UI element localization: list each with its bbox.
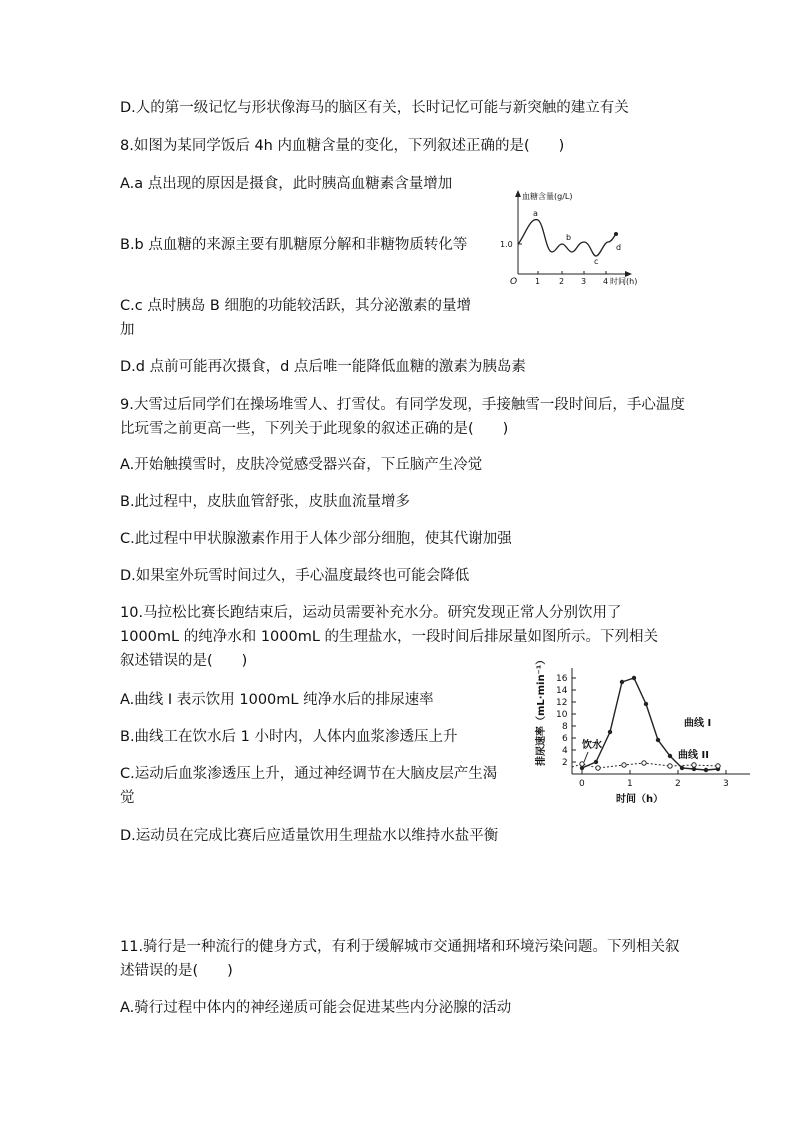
q7-option-d: D.人的第一级记忆与形状像海马的脑区有关，长时记忆可能与新突触的建立有关 [120, 100, 629, 116]
q10-y-ticks [556, 674, 576, 768]
q9-option-d: D.如果室外玩雪时间过久，手心温度最终也可能会降低 [120, 568, 470, 584]
q10-y-label: 排尿速率（mL·min⁻¹） [536, 654, 547, 766]
q10-x-tick-label: 3 [723, 779, 729, 789]
q10-y-tick-label: 10 [556, 710, 568, 720]
q8-x-tick-label: 1 [535, 277, 541, 286]
q8-x-tick-label: 3 [581, 277, 587, 286]
q8-x-label: 时间(h) [610, 277, 638, 286]
q10-drink-arrow [584, 752, 588, 762]
q11-stem: 11.骑行是一种流行的健身方式，有利于缓解城市交通拥堵和环境污染问题。下列相关叙述错误的是( ) [120, 939, 680, 979]
q10-drink-label: 饮水 [582, 740, 602, 751]
q10-y-tick-label: 4 [562, 746, 568, 756]
q10-y-tick-label: 12 [556, 698, 568, 708]
q8-stem: 8.如图为某同学饭后 4h 内血糖含量的变化，下列叙述正确的是( ) [120, 138, 565, 154]
q8-option-d: D.d 点前可能再次摄食，d 点后唯一能降低血糖的激素为胰岛素 [120, 359, 526, 375]
q8-blood-glucose-figure [496, 180, 638, 288]
q10-x-label: 时间（h） [616, 794, 664, 805]
q8-x-tick-label: 4 [603, 277, 609, 286]
q10-x-tick-label: 0 [579, 779, 585, 789]
q10-stem: 10.马拉松比赛长跑结束后，运动员需要补充水分。研究发现正常人分别饮用了 1000mL 的纯净水和 1000mL 的生理盐水，一段时间后排尿量如图所示。下列相关叙述错误的是( ) [120, 605, 659, 669]
q8-option-b: B.b 点血糖的来源主要有肌糖原分解和非糖物质转化等 [120, 237, 468, 253]
q10-y-tick-label: 14 [556, 686, 568, 696]
q10-y-tick-label: 16 [556, 674, 568, 684]
q11-option-a: A.骑行过程中体内的神经递质可能会促进某些内分泌腺的活动 [120, 1000, 512, 1016]
q8-y-axis-arrow [515, 190, 521, 197]
q10-x-tick-label: 2 [675, 779, 681, 789]
q8-y-tick: 1.0 [500, 240, 513, 249]
q10-urine-rate-figure [528, 654, 760, 808]
q10-curve-2-label: 曲线 II [678, 750, 709, 761]
q8-point-d: d [616, 243, 622, 252]
q8-point-a: a [533, 209, 538, 218]
q8-point-b: b [566, 233, 572, 242]
q9-option-b: B.此过程中，皮肤血管舒张，皮肤血流量增多 [120, 494, 411, 510]
q8-option-c: C.c 点时胰岛 B 细胞的功能较活跃，其分泌激素的量增加 [120, 298, 471, 338]
q8-option-a: A.a 点出现的原因是摄食，此时胰高血糖素含量增加 [120, 176, 453, 192]
q10-y-tick-label: 2 [562, 758, 568, 768]
q10-option-d: D.运动员在完成比赛后应适量饮用生理盐水以维持水盐平衡 [120, 828, 499, 844]
q10-option-a: A.曲线 I 表示饮用 1000mL 纯净水后的排尿速率 [120, 692, 434, 708]
q10-y-tick-label: 6 [562, 734, 568, 744]
q10-option-b: B.曲线工在饮水后 1 小时内，人体内血浆渗透压上升 [120, 729, 458, 745]
q10-x-tick-label: 1 [627, 779, 633, 789]
q10-curve-1-label: 曲线 I [684, 718, 712, 729]
q8-point-c: c [594, 257, 599, 266]
q10-y-tick-label: 8 [562, 722, 568, 732]
q8-x-tick-label: 2 [559, 277, 565, 286]
q8-point-d-dot [614, 232, 618, 236]
q9-stem: 9.大雪过后同学们在操场堆雪人、打雪仗。有同学发现，手接触雪一段时间后，手心温度比玩雪之前更高一些，下列关于此现象的叙述正确的是( ) [120, 397, 685, 437]
q8-y-label: 血糖含量(g/L) [522, 192, 573, 201]
q9-option-c: C.此过程中甲状腺激素作用于人体少部分细胞，使其代谢加强 [120, 531, 512, 547]
q10-option-c: C.运动后血浆渗透压上升，通过神经调节在大脑皮层产生渴觉 [120, 766, 498, 806]
q9-option-a: A.开始触摸雪时，皮肤冷觉感受器兴奋，下丘脑产生冷觉 [120, 457, 483, 473]
q8-origin: O [510, 277, 518, 287]
